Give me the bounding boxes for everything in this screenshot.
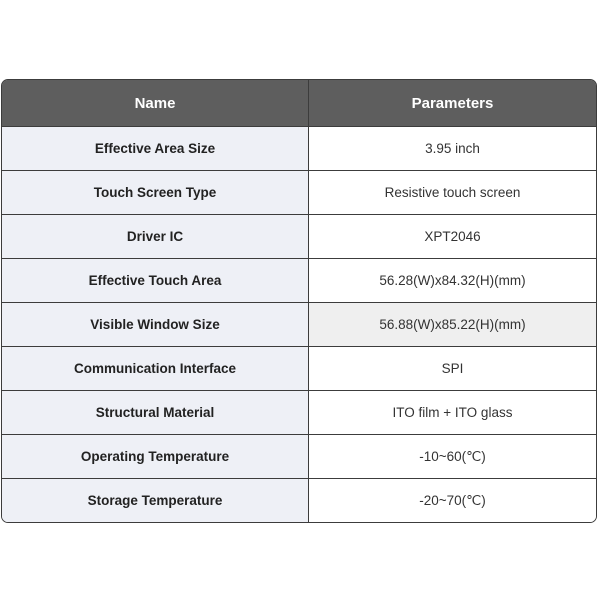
table-row — [2, 346, 596, 390]
table-row — [2, 478, 596, 522]
row-value-cell: -10~60(℃) — [309, 435, 596, 478]
row-value-cell: SPI — [309, 347, 596, 390]
row-value-cell: 3.95 inch — [309, 127, 596, 170]
row-value-cell: 56.28(W)x84.32(H)(mm) — [309, 259, 596, 302]
table-row — [2, 126, 596, 170]
table-row — [2, 390, 596, 434]
row-name-cell: Driver IC — [2, 215, 309, 258]
row-name-cell: Storage Temperature — [2, 479, 309, 522]
row-value-cell: ITO film + ITO glass — [309, 391, 596, 434]
row-value-cell: 56.88(W)x85.22(H)(mm) — [309, 303, 596, 346]
header-parameters: Parameters — [309, 80, 596, 126]
table-row — [2, 258, 596, 302]
row-name-cell: Structural Material — [2, 391, 309, 434]
row-value-cell: -20~70(℃) — [309, 479, 596, 522]
header-name: Name — [2, 80, 309, 126]
table-row — [2, 434, 596, 478]
table-header-row — [2, 80, 596, 126]
row-name-cell: Operating Temperature — [2, 435, 309, 478]
table-row — [2, 170, 596, 214]
row-name-cell: Touch Screen Type — [2, 171, 309, 214]
table-row — [2, 302, 596, 346]
row-value-cell: Resistive touch screen — [309, 171, 596, 214]
row-name-cell: Effective Area Size — [2, 127, 309, 170]
row-name-cell: Communication Interface — [2, 347, 309, 390]
spec-table — [1, 79, 597, 523]
table-row — [2, 214, 596, 258]
row-name-cell: Visible Window Size — [2, 303, 309, 346]
row-value-cell: XPT2046 — [309, 215, 596, 258]
row-name-cell: Effective Touch Area — [2, 259, 309, 302]
